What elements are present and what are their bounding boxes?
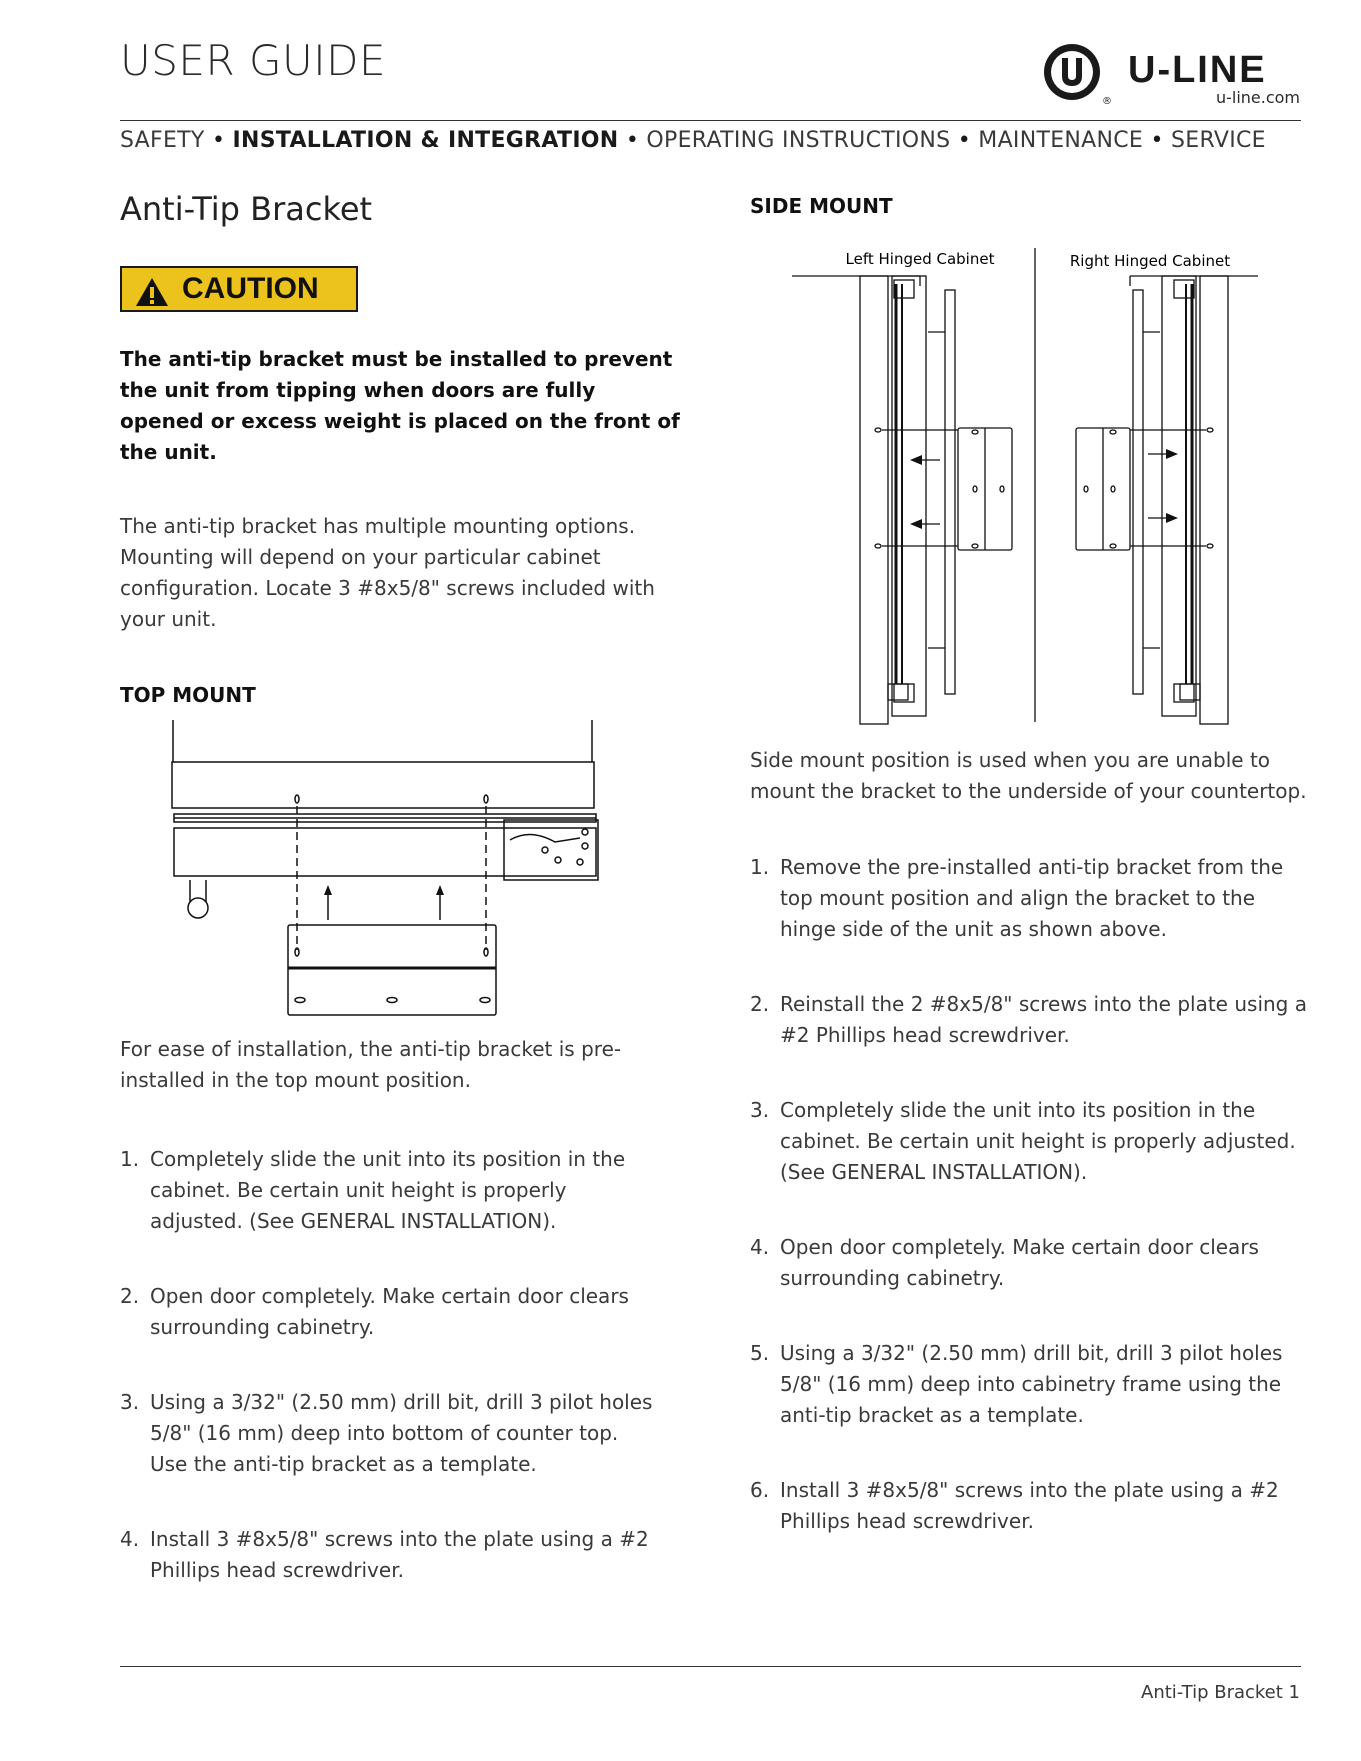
list-item: 2. Reinstall the 2 #8x5/8" screws into the plate using a #2 Phillips head screwdriver. [750, 992, 1307, 1047]
nav-item-safety[interactable]: SAFETY [120, 128, 205, 153]
bracket-hole [480, 998, 490, 1003]
nav-item-service[interactable]: SERVICE [1171, 128, 1266, 153]
hinge-bottom [894, 684, 914, 702]
list-item: 1. Remove the pre-installed anti-tip bracket from the top mount position and align the bracket to the hinge side of the unit as shown above. [750, 855, 1284, 941]
hinge-screw [577, 859, 583, 865]
caution-label: CAUTION [182, 272, 319, 305]
top-mount-caption: For ease of installation, the anti-tip bracket is pre-installed in the top mount position. [120, 1037, 622, 1092]
bracket-hole [1111, 486, 1115, 492]
list-item: 3. Using a 3/32" (2.50 mm) drill bit, drill 3 pilot holes 5/8" (16 mm) deep into bottom of counter top. Use the anti-tip bracket as a template. [120, 1390, 653, 1476]
page-footer: Anti-Tip Bracket 1 [1141, 1682, 1300, 1703]
list-item: 2. Open door completely. Make certain door clears surrounding cabinetry. [120, 1284, 629, 1339]
warning-triangle-icon [134, 276, 170, 308]
bracket-hole [972, 430, 978, 434]
right-hinged-cabinet [1076, 276, 1228, 724]
screw-hole [875, 544, 881, 548]
nav-separator: • [211, 128, 226, 153]
nav-item-operating[interactable]: OPERATING INSTRUCTIONS [646, 128, 951, 153]
hinge-screw [555, 857, 561, 863]
door-handle [188, 898, 208, 918]
page-title: USER GUIDE [120, 36, 387, 85]
nav-separator: • [957, 128, 971, 153]
top-mount-heading: TOP MOUNT [120, 683, 256, 707]
screw-hole [484, 795, 488, 803]
nav-separator: • [625, 128, 640, 153]
list-item: 4. Install 3 #8x5/8" screws into the plate using a #2 Phillips head screwdriver. [120, 1527, 649, 1582]
list-item: 1. Completely slide the unit into its position in the cabinet. Be certain unit height is properly adjusted. (See GENERAL INSTALLATION). [120, 1147, 626, 1233]
hinge-screw [582, 843, 588, 849]
bracket-hole [972, 544, 978, 548]
list-item: 3. Completely slide the unit into its position in the cabinet. Be certain unit height is properly adjusted. (See GENERAL INSTALLATION). [750, 1098, 1296, 1184]
door-handle [945, 290, 955, 694]
bracket-hole [1084, 486, 1088, 492]
list-item: 6. Install 3 #8x5/8" screws into the plate using a #2 Phillips head screwdriver. [750, 1478, 1279, 1533]
bracket-hole [973, 486, 977, 492]
section-title: Anti-Tip Bracket [120, 190, 373, 228]
nav-separator: • [1150, 128, 1164, 153]
footer-divider [120, 1666, 1301, 1667]
list-item: 5. Using a 3/32" (2.50 mm) drill bit, drill 3 pilot holes 5/8" (16 mm) deep into cabinetry frame using the anti-tip bracket as a template. [750, 1341, 1283, 1427]
side-mount-steps [750, 852, 1310, 1581]
right-hinged-label: Right Hinged Cabinet [1069, 252, 1231, 270]
side-mount-caption: Side mount position is used when you are unable to mount the bracket to the underside of your countertop. [750, 748, 1307, 803]
brand-name: U-LINE [1128, 49, 1267, 91]
bracket-hole [1110, 544, 1116, 548]
caution-badge [120, 266, 358, 312]
cabinet-frame [1200, 276, 1228, 724]
countertop [172, 762, 594, 808]
screw-hole [1207, 544, 1213, 548]
intro-text: The anti-tip bracket has multiple mounting options. Mounting will depend on your particular cabinet configuration. Locate 3 #8x5/8" screws included with your unit. [120, 514, 655, 631]
cabinet-frame [860, 276, 888, 724]
side-mount-diagram [790, 244, 1260, 728]
screw-hole [1207, 428, 1213, 432]
left-hinged-cabinet [860, 276, 1012, 724]
anti-tip-bracket [288, 925, 496, 1015]
nav-item-maintenance[interactable]: MAINTENANCE [978, 128, 1144, 153]
bracket-hole [295, 998, 305, 1003]
bracket-hole [1000, 486, 1004, 492]
top-mount-diagram [160, 720, 610, 1020]
door-handle [1133, 290, 1143, 694]
website-url[interactable]: u-line.com [1215, 88, 1300, 107]
side-mount-heading: SIDE MOUNT [750, 194, 893, 218]
screw-hole [875, 428, 881, 432]
bracket-hole [1110, 430, 1116, 434]
registered-mark: ® [1102, 96, 1112, 107]
hinge-screw [582, 829, 588, 835]
list-item: 4. Open door completely. Make certain door clears surrounding cabinetry. [750, 1235, 1259, 1290]
nav-item-installation[interactable]: INSTALLATION & INTEGRATION [232, 128, 619, 153]
screw-hole [295, 795, 299, 803]
warning-text: The anti-tip bracket must be installed to prevent the unit from tipping when doors are fully opened or excess weight is placed on the front of the unit. [120, 347, 680, 464]
left-hinged-label: Left Hinged Cabinet [845, 250, 995, 268]
hinge-screw [542, 847, 548, 853]
bracket-hole [387, 998, 397, 1003]
section-nav [120, 128, 1320, 153]
hinge-bottom [1174, 684, 1194, 702]
header-divider [120, 120, 1301, 121]
top-mount-steps [120, 1144, 660, 1630]
